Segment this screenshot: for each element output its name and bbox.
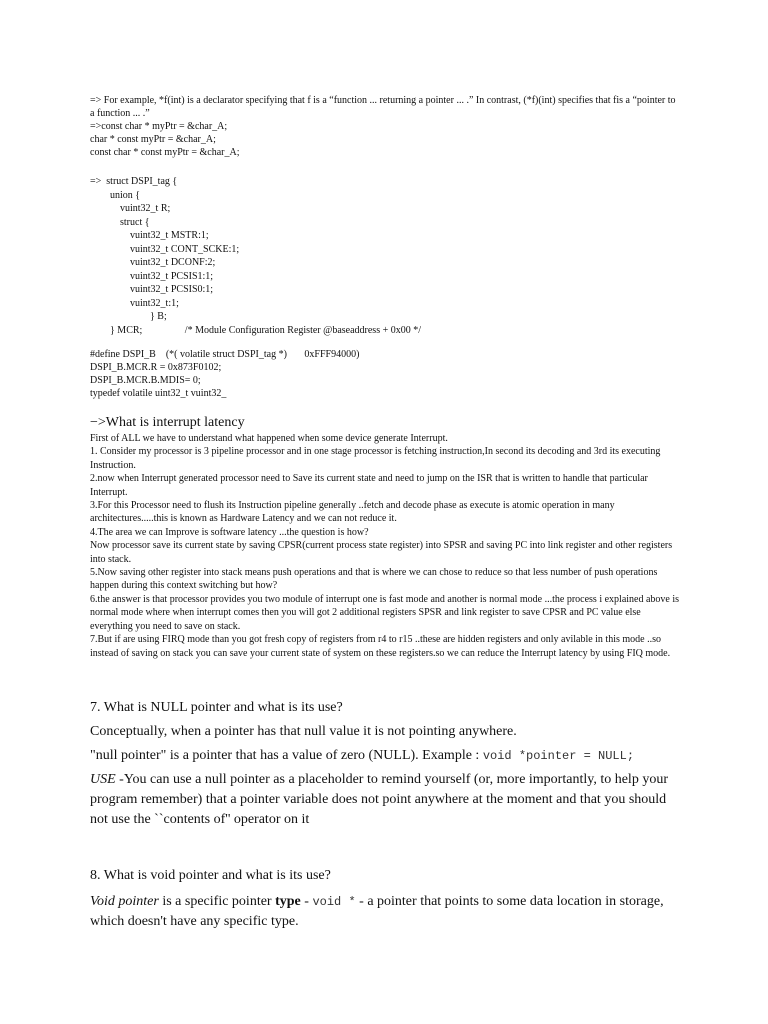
paragraph-text: -You can use a null pointer as a placeholder to remind yourself (or, more importantly, to help your program remember) that a pointer variable does not point anywhere at the moment and that you should not use the ``contents of'' operator on it xyxy=(90,772,668,827)
paragraph-text: is a specific pointer xyxy=(158,894,276,909)
paragraph: 2.now when Interrupt generated processor need to Save its current state and need to jump on the ISR that is written to handle that particular Interrupt. xyxy=(90,473,648,498)
code-line: const char * const myPtr = &char_A; xyxy=(90,147,240,158)
paragraph: 6.the answer is that processor provides you two module of interrupt one is fast mode and another is normal mode ...the process i explained above is normal mode where when interrupt comes then you will got 2 additional registers SPSR and link register to save CPSR and PC value else everything you need to save on stack. xyxy=(90,593,680,632)
paragraph: 5.Now saving other register into stack means push operations and that is where we can chose to reduce so that less number of push operations happen during this context switching but how? xyxy=(90,567,658,592)
code-line: vuint32_t R; xyxy=(90,203,171,214)
inline-code: void * xyxy=(312,895,356,909)
paragraph: Now processor save its current state by saving CPSR(current process state register) into SPSR and saving PC into link register and other registers into stack. xyxy=(90,540,673,565)
paragraph xyxy=(90,770,680,830)
code-line: union { xyxy=(90,189,141,201)
code-line: DSPI_B.MCR.B.MDIS= 0; xyxy=(90,375,201,386)
declarator-section xyxy=(90,94,680,159)
code-line: vuint32_t DCONF:2; xyxy=(90,257,216,268)
question-title: 7. What is NULL pointer and what is its use? xyxy=(90,700,343,715)
code-line: vuint32_t PCSIS0:1; xyxy=(90,284,214,295)
inline-code: void *pointer = NULL; xyxy=(482,749,635,763)
code-line: #define DSPI_B (*( volatile struct DSPI_tag *) 0xFFF94000) xyxy=(90,349,360,360)
code-line: } B; xyxy=(90,311,167,322)
code-line: typedef volatile uint32_t vuint32_ xyxy=(90,388,227,399)
code-line: vuint32_t CONT_SCKE:1; xyxy=(90,243,240,255)
paragraph: 3.For this Processor need to flush its Instruction pipeline generally ..fetch and decode phase as execute is atomic operation in many architectures.....this is known as Hardware Latency and we can not reduce it. xyxy=(90,500,615,525)
null-pointer-section xyxy=(90,698,680,830)
code-line: DSPI_B.MCR.R = 0x873F0102; xyxy=(90,362,222,373)
paragraph-text: - a pointer that points to some data location in storage, which doesn't have any specific type. xyxy=(90,894,664,929)
code-line: => struct DSPI_tag { xyxy=(90,176,178,187)
code-line: } MCR; /* Module Configuration Register @baseaddress + 0x00 */ xyxy=(90,324,422,336)
paragraph xyxy=(90,892,680,932)
bold-text: type xyxy=(275,894,301,909)
void-pointer-section xyxy=(90,866,680,932)
paragraph: First of ALL we have to understand what happened when some device generate Interrupt. xyxy=(90,433,448,444)
code-line: char * const myPtr = &char_A; xyxy=(90,134,216,145)
code-line: vuint32_t:1; xyxy=(90,297,179,309)
define-section xyxy=(90,348,680,400)
paragraph: 1. Consider my processor is 3 pipeline processor and in one stage processor is fetching instruction,In second its decoding and 3rd its executing Instruction. xyxy=(90,446,661,471)
code-line: =>const char * myPtr = &char_A; xyxy=(90,121,228,132)
code-line: struct { xyxy=(90,216,150,228)
emphasis: USE xyxy=(90,772,116,787)
code-line: vuint32_t MSTR:1; xyxy=(90,230,209,241)
paragraph: Conceptually, when a pointer has that null value it is not pointing anywhere. xyxy=(90,724,517,739)
paragraph-text: - xyxy=(300,894,313,909)
paragraph-text: "null pointer" is a pointer that has a value of zero (NULL). Example : xyxy=(90,748,483,763)
code-line: vuint32_t PCSIS1:1; xyxy=(90,270,214,282)
declarator-intro: => For example, *f(int) is a declarator specifying that f is a “function ... returning a pointer ... .” In contrast, (*f)(int) specifies that fis a “pointer to a function ... .” xyxy=(90,95,676,119)
paragraph: 4.The area we can Improve is software latency ...the question is how? xyxy=(90,526,369,538)
paragraph xyxy=(90,746,680,766)
emphasis: Void pointer xyxy=(90,894,159,909)
interrupt-latency-section xyxy=(90,414,680,660)
struct-code-section xyxy=(90,175,680,337)
section-heading: −>What is interrupt latency xyxy=(90,415,245,430)
question-title: 8. What is void pointer and what is its use? xyxy=(90,868,331,883)
paragraph: 7.But if are using FIRQ mode than you got fresh copy of registers from r4 to r15 ..these are hidden registers and only avilable in this mode ..so instead of saving on stack you can save your current state of system on these registers.so we can reduce the Interrupt latency by using FIQ mode. xyxy=(90,634,671,659)
